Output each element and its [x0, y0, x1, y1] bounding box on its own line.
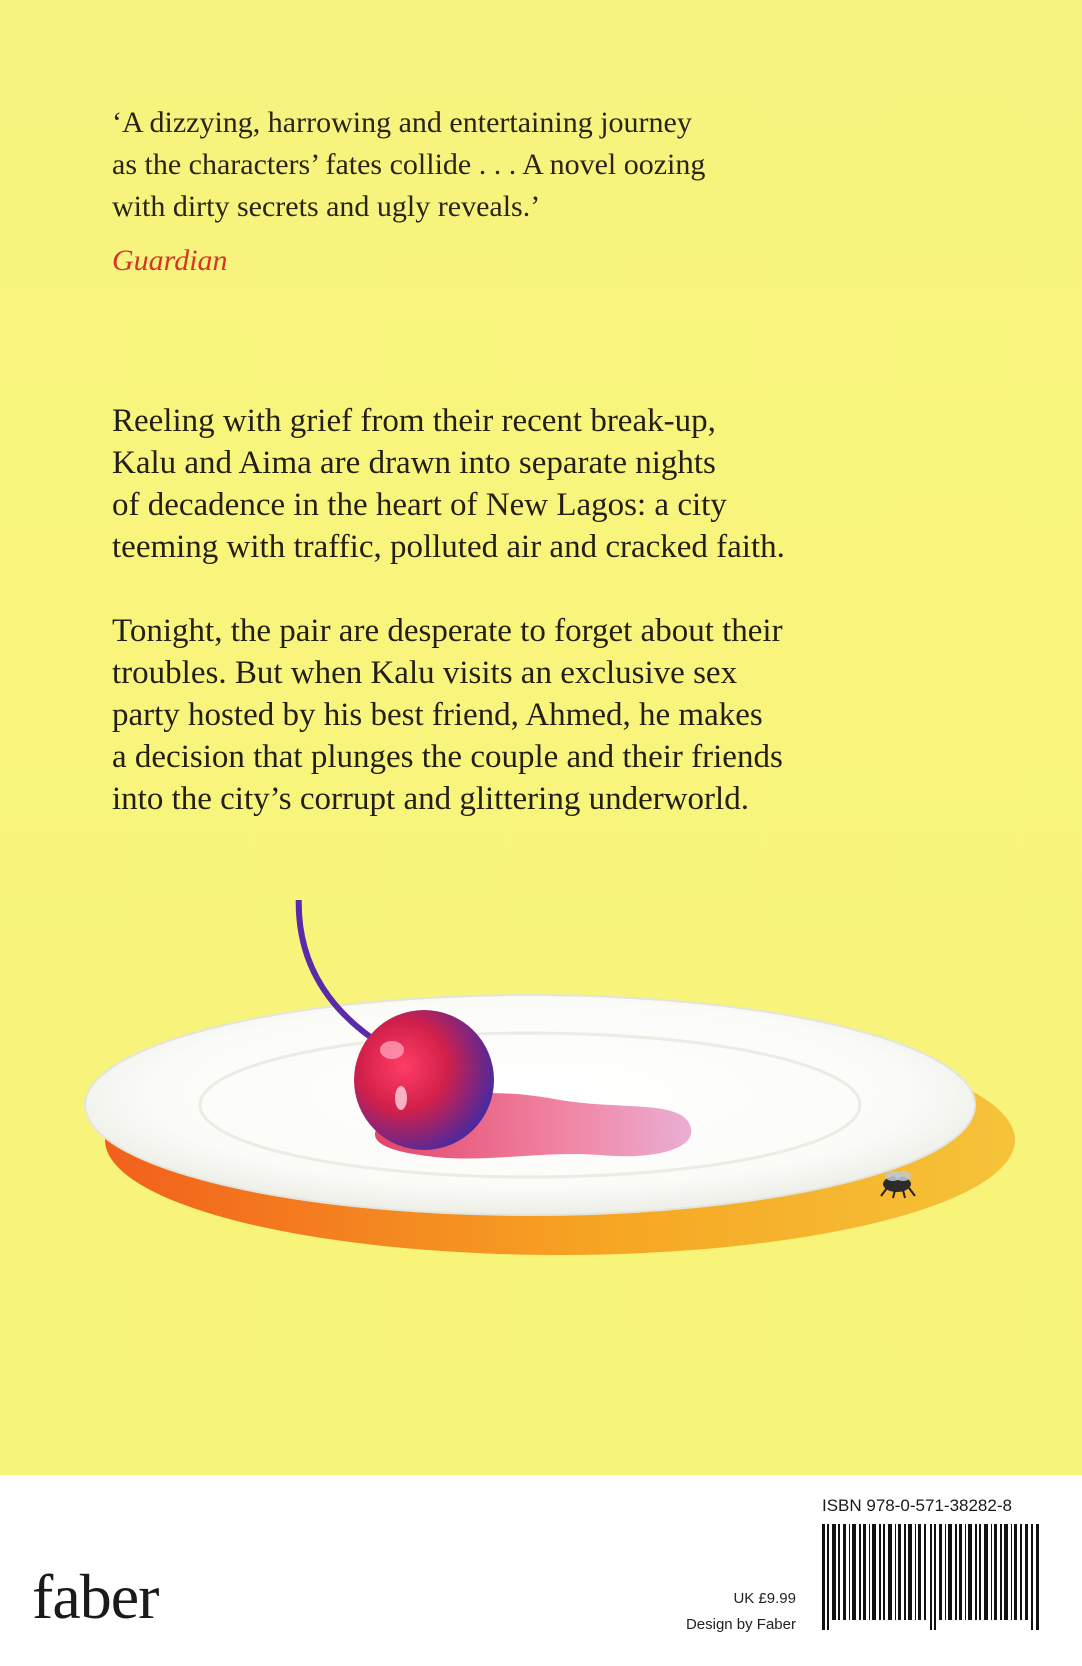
cherry-plate-illustration — [0, 900, 1082, 1340]
cherry — [354, 1010, 494, 1150]
review-quote: ‘A dizzying, harrowing and entertaining journey as the characters’ fates collide . . . A novel oozing with dirty secrets and ugly reveals.’ — [112, 106, 706, 223]
design-credit: Design by Faber — [685, 1616, 796, 1633]
barcode — [822, 1524, 1046, 1630]
price-label: UK £9.99 — [733, 1590, 796, 1607]
blurb-paragraph-1: Reeling with grief from their recent break-up, Kalu and Aima are drawn into separate nights of decadence in the heart of New Lagos: a city teeming with traffic, polluted air and cracked faith. — [112, 403, 785, 565]
faber-logo: faber — [32, 1561, 159, 1632]
isbn-label: ISBN 978-0-571-38282-8 — [822, 1496, 1012, 1515]
blurb-paragraph-2: Tonight, the pair are desperate to forget about their troubles. But when Kalu visits an exclusive sex party hosted by his best friend, Ahmed, he makes a decision that plunges the couple and their friends into the city’s corrupt and glittering underworld. — [112, 613, 783, 817]
review-source: Guardian — [112, 244, 228, 277]
